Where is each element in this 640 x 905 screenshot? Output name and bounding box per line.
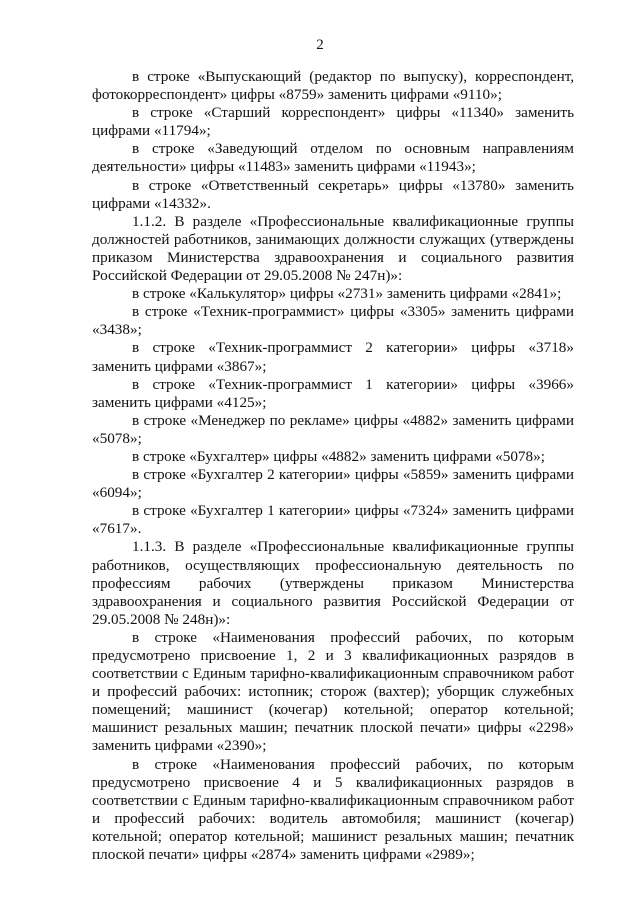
paragraph: в строке «Бухгалтер 2 категории» цифры «5859» заменить цифрами «6094»; — [92, 466, 574, 502]
paragraph: в строке «Калькулятор» цифры «2731» заменить цифрами «2841»; — [132, 285, 562, 303]
paragraph: в строке «Старший корреспондент» цифры «11340» заменить цифрами «11794»; — [92, 104, 574, 140]
paragraph: в строке «Заведующий отделом по основным направлениям деятельности» цифры «11483» заменить цифрами «11943»; — [92, 140, 574, 176]
paragraph: в строке «Ответственный секретарь» цифры «13780» заменить цифрами «14332». — [92, 176, 574, 212]
paragraph: в строке «Техник-программист 1 категории» цифры «3966» заменить цифрами «4125»; — [92, 375, 574, 411]
paragraph: в строке «Техник-программист 2 категории» цифры «3718» заменить цифрами «3867»; — [92, 339, 574, 375]
section-heading-1-1-2: 1.1.2. В разделе «Профессиональные квалификационные группы должностей работников, занимающих должности служащих (утверждены приказом Министерства здравоохранения и социального развития Российской Федерации от 29.05.2008 № 247н)»: — [92, 212, 574, 285]
paragraph: в строке «Техник-программист» цифры «3305» заменить цифрами «3438»; — [92, 303, 574, 339]
section-heading-1-1-3: 1.1.3. В разделе «Профессиональные квалификационные группы работников, осуществляющих профессиональную деятельность по профессиям рабочих (утверждены приказом Министерства здравоохранения и социального развития Российской Федерации от 29.05.2008 № 248н)»: — [92, 538, 574, 628]
document-body — [92, 68, 574, 864]
page-number: 2 — [316, 37, 324, 53]
paragraph: в строке «Бухгалтер 1 категории» цифры «7324» заменить цифрами «7617». — [92, 502, 574, 538]
paragraph: в строке «Менеджер по рекламе» цифры «4882» заменить цифрами «5078»; — [92, 411, 574, 447]
paragraph: в строке «Выпускающий (редактор по выпуску), корреспондент, фотокорреспондент» цифры «8759» заменить цифрами «9110»; — [92, 68, 574, 104]
paragraph: в строке «Наименования профессий рабочих, по которым предусмотрено присвоение 4 и 5 квалификационных разрядов в соответствии с Единым тарифно-квалификационным справочником работ и профессий рабочих: водитель автомобиля; машинист (кочегар) котельной; оператор котельной; машинист резальных машин; печатник плоской печати» цифры «2874» заменить цифрами «2989»; — [92, 755, 574, 864]
paragraph: в строке «Наименования профессий рабочих, по которым предусмотрено присвоение 1, 2 и 3 квалификационных разрядов в соответствии с Единым тарифно-квалификационным справочником работ и профессий рабочих: истопник; сторож (вахтер); уборщик служебных помещений; машинист (кочегар) котельной; оператор котельной; машинист резальных машин; печатник плоской печати» цифры «2298» заменить цифрами «2390»; — [92, 628, 574, 755]
paragraph: в строке «Бухгалтер» цифры «4882» заменить цифрами «5078»; — [132, 447, 545, 465]
